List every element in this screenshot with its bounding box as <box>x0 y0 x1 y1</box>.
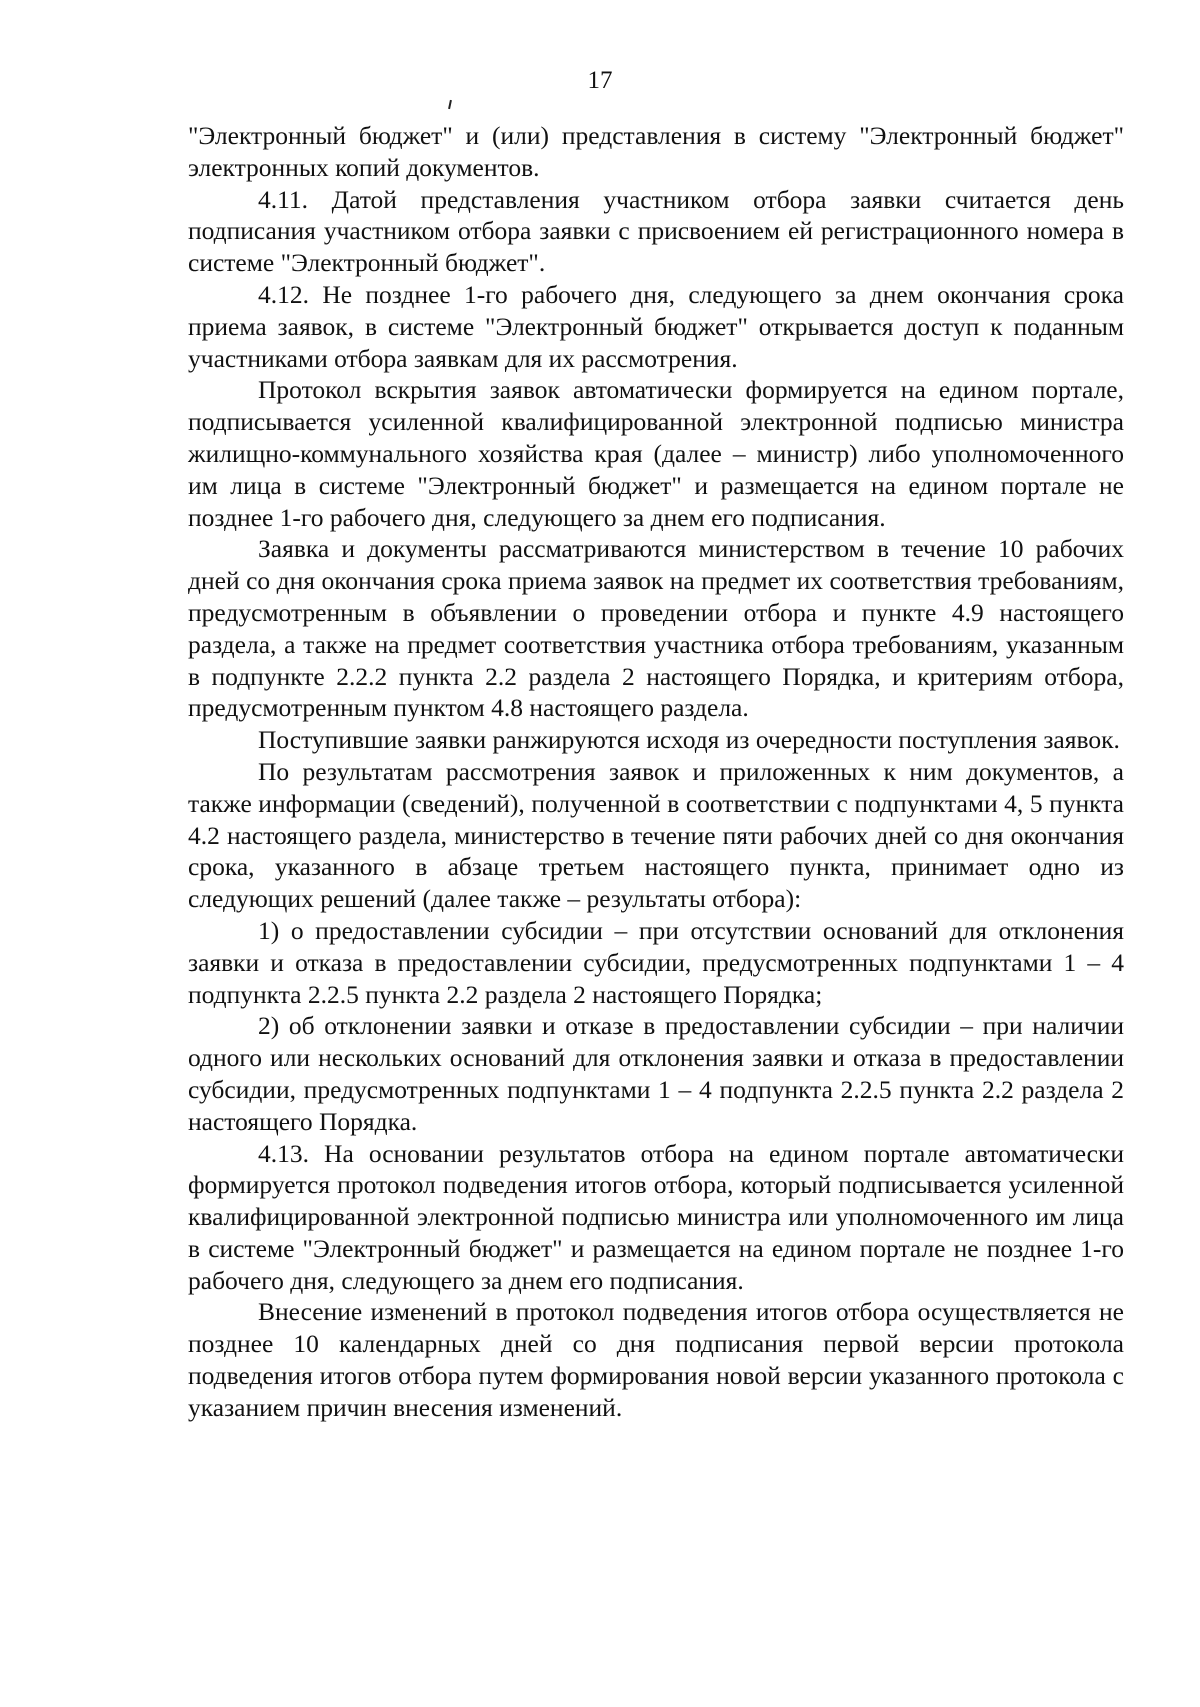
paragraph-continuation: "Электронный бюджет" и (или) представления в систему "Электронный бюджет" электронных копий документов. <box>188 121 1124 182</box>
paragraph-4-11: 4.11. Датой представления участником отбора заявки считается день подписания участником отбора заявки с присвоением ей регистрационного номера в системе "Электронный бюджет". <box>188 184 1124 278</box>
page-number: 17 <box>587 67 613 94</box>
scan-artifact-mark <box>448 100 452 109</box>
paragraph-ranking: Поступившие заявки ранжируются исходя из очередности поступления заявок. <box>258 725 1120 755</box>
paragraph-4-12: 4.12. Не позднее 1-го рабочего дня, следующего за днем окончания срока приема заявок, в системе "Электронный бюджет" открывается доступ к поданным участниками отбора заявкам для их рассмотрения. <box>188 279 1124 373</box>
list-item-decision-1: 1) о предоставлении субсидии – при отсутствии оснований для отклонения заявки и отказа в предоставлении субсидии, предусмотренных подпунктами 1 – 4 подпункта 2.2.5 пункта 2.2 раздела 2 настоящего Порядка; <box>188 915 1124 1009</box>
paragraph-protocol-changes: Внесение изменений в протокол подведения итогов отбора осуществляется не позднее 10 календарных дней со дня подписания первой версии протокола подведения итогов отбора путем формирования новой версии указанного протокола с указанием причин внесения изменений. <box>188 1297 1124 1422</box>
paragraph-4-13: 4.13. На основании результатов отбора на едином портале автоматически формируется протокол подведения итогов отбора, который подписывается усиленной квалифицированной электронной подписью министра или уполномоченного им лица в системе "Электронный бюджет" и размещается на едином портале не позднее 1-го рабочего дня, следующего за днем его подписания. <box>188 1138 1124 1295</box>
document-body <box>188 120 1124 1424</box>
list-item-decision-2: 2) об отклонении заявки и отказе в предоставлении субсидии – при наличии одного или нескольких оснований для отклонения заявки и отказа в предоставлении субсидии, предусмотренных подпунктами 1 – 4 подпункта 2.2.5 пункта 2.2 раздела 2 настоящего Порядка. <box>188 1011 1124 1136</box>
paragraph-review-results: По результатам рассмотрения заявок и приложенных к ним документов, а также информации (сведений), полученной в соответствии с подпунктами 4, 5 пункта 4.2 настоящего раздела, министерство в течение пяти рабочих дней со дня окончания срока, указанного в абзаце третьем настоящего пункта, принимает одно из следующих решений (далее также – результаты отбора): <box>188 756 1124 914</box>
paragraph-review-terms: Заявка и документы рассматриваются министерством в течение 10 рабочих дней со дня окончания срока приема заявок на предмет их соответствия требованиям, предусмотренным в объявлении о проведении отбора и пункте 4.9 настоящего раздела, а также на предмет соответствия участника отбора требованиям, указанным в подпункте 2.2.2 пункта 2.2 раздела 2 настоящего Порядка, и критериям отбора, предусмотренным пунктом 4.8 настоящего раздела. <box>188 534 1124 723</box>
paragraph-opening-protocol: Протокол вскрытия заявок автоматически формируется на едином портале, подписывается усиленной квалифицированной электронной подписью министра жилищно-коммунального хозяйства края (далее – министр) либо уполномоченного им лица в системе "Электронный бюджет" и размещается на едином портале не позднее 1-го рабочего дня, следующего за днем его подписания. <box>188 375 1124 532</box>
